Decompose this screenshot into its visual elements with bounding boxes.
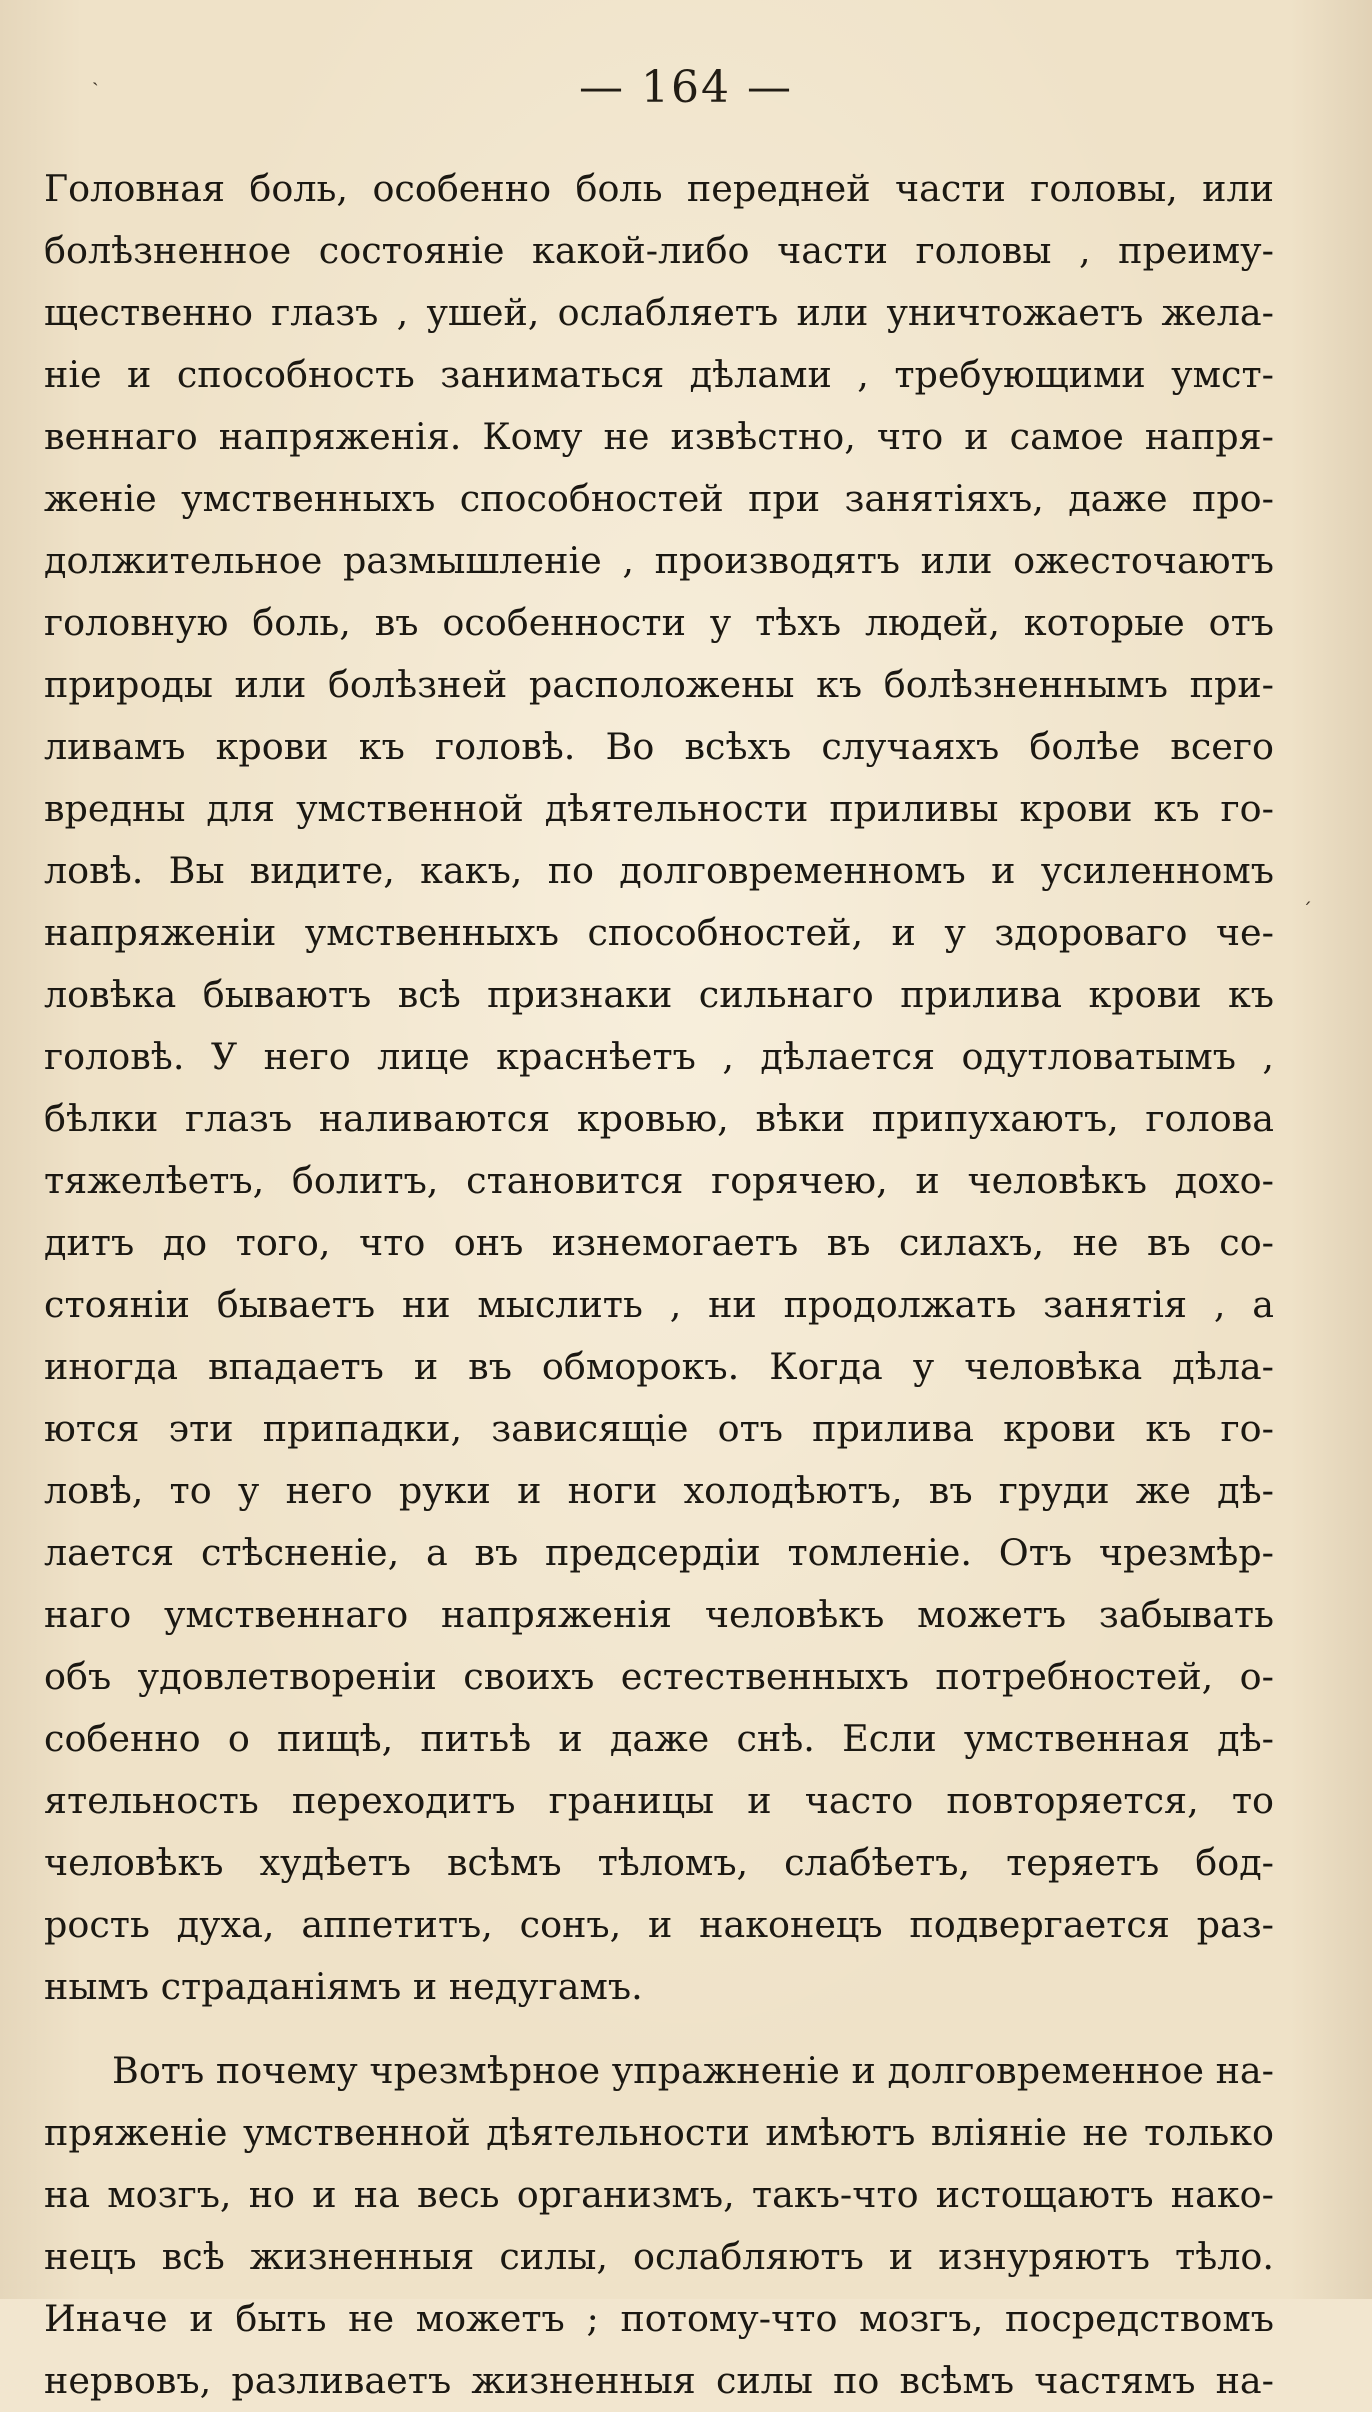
ink-speck: ˏ [92, 62, 99, 86]
text-line: нервовъ, разливаетъ жизненныя силы по всѣмъ частямъ на- [44, 2359, 1274, 2402]
text-line: болѣзненное состояніе какой-либо части головы , преиму- [44, 229, 1274, 272]
text-line: должительное размышленіе , производятъ или ожесточаютъ [44, 539, 1274, 582]
text-line: рость духа, аппетитъ, сонъ, и наконецъ подвергается раз- [44, 1903, 1274, 1946]
text-line: тяжелѣетъ, болитъ, становится горячею, и человѣкъ дохо- [44, 1159, 1274, 1202]
text-line: собенно о пищѣ, питьѣ и даже снѣ. Если умственная дѣ- [44, 1717, 1274, 1760]
ink-speck: ˊ [1302, 898, 1312, 922]
text-line: стояніи бываетъ ни мыслить , ни продолжать занятія , а [44, 1283, 1274, 1326]
text-line: веннаго напряженія. Кому не извѣстно, что и самое напря- [44, 415, 1274, 458]
text-line: Вотъ почему чрезмѣрное упражненіе и долговременное на- [112, 2049, 1274, 2092]
paragraph [44, 158, 1274, 2018]
text-line: наго умственнаго напряженія человѣкъ можетъ забывать [44, 1593, 1274, 1636]
body-text [44, 158, 1274, 2412]
text-line: Иначе и быть не можетъ ; потому-что мозгъ, посредствомъ [44, 2297, 1274, 2340]
text-line: нымъ страданіямъ и недугамъ. [44, 1965, 643, 2008]
text-line: на мозгъ, но и на весь организмъ, такъ-что истощаютъ нако- [44, 2173, 1274, 2216]
text-line: ловѣ, то у него руки и ноги холодѣютъ, въ груди же дѣ- [44, 1469, 1274, 1512]
text-line: природы или болѣзней расположены къ болѣзненнымъ при- [44, 663, 1274, 706]
text-line: пряженіе умственной дѣятельности имѣютъ вліяніе не только [44, 2111, 1274, 2154]
text-line: лается стѣсненіе, а въ предсердіи томленіе. Отъ чрезмѣр- [44, 1531, 1274, 1574]
text-line: вредны для умственной дѣятельности приливы крови къ го- [44, 787, 1274, 830]
text-line: дитъ до того, что онъ изнемогаетъ въ силахъ, не въ со- [44, 1221, 1274, 1264]
text-line: ятельность переходитъ границы и часто повторяется, то [44, 1779, 1274, 1822]
text-line: иногда впадаетъ и въ обморокъ. Когда у человѣка дѣла- [44, 1345, 1274, 1388]
text-line: ются эти припадки, зависящіе отъ прилива крови къ го- [44, 1407, 1274, 1450]
paragraph [44, 2040, 1274, 2412]
text-line: объ удовлетвореніи своихъ естественныхъ потребностей, о- [44, 1655, 1274, 1698]
text-line: женіе умственныхъ способностей при занятіяхъ, даже про- [44, 477, 1274, 520]
text-line: ловѣка бываютъ всѣ признаки сильнаго прилива крови къ [44, 973, 1274, 1016]
text-line: ніе и способность заниматься дѣлами , требующими умст- [44, 353, 1274, 396]
page-number: — 164 — [579, 62, 793, 113]
text-line: бѣлки глазъ наливаются кровью, вѣки припухаютъ, голова [44, 1097, 1274, 1140]
paragraph-gap [44, 2018, 1274, 2040]
text-line: ловѣ. Вы видите, какъ, по долговременномъ и усиленномъ [44, 849, 1274, 892]
text-line: щественно глазъ , ушей, ослабляетъ или уничтожаетъ жела- [44, 291, 1274, 334]
text-line: ливамъ крови къ головѣ. Во всѣхъ случаяхъ болѣе всего [44, 725, 1274, 768]
text-line: Головная боль, особенно боль передней части головы, или [44, 167, 1274, 210]
text-line: человѣкъ худѣетъ всѣмъ тѣломъ, слабѣетъ, теряетъ бод- [44, 1841, 1274, 1884]
text-line: головную боль, въ особенности у тѣхъ людей, которые отъ [44, 601, 1274, 644]
text-line: головѣ. У него лице краснѣетъ , дѣлается одутловатымъ , [44, 1035, 1274, 1078]
text-line: напряженіи умственныхъ способностей, и у здороваго че- [44, 911, 1274, 954]
text-line: нецъ всѣ жизненныя силы, ослабляютъ и изнуряютъ тѣло. [44, 2235, 1274, 2278]
